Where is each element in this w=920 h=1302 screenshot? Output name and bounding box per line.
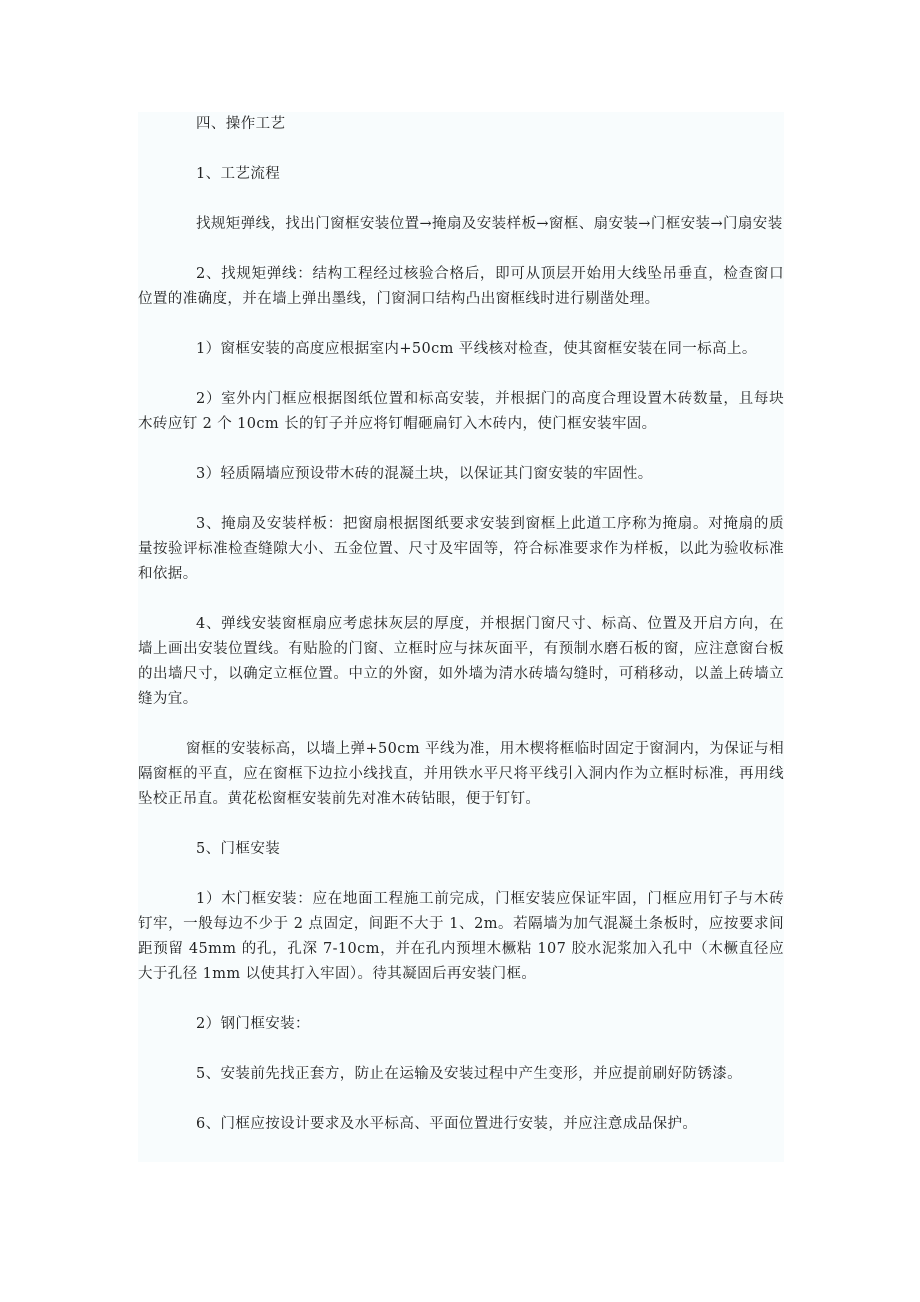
paragraph: 2、找规矩弹线：结构工程经过核验合格后，即可从顶层开始用大线坠吊垂直，检查窗口位置的准确度，并在墙上弹出墨线，门窗洞口结构凸出窗框线时进行剔凿处理。: [138, 266, 784, 307]
paragraph: 1）木门框安装：应在地面工程施工前完成，门框安装应保证牢固，门框应用钉子与木砖钉牢，一般每边不少于 2 点固定，间距不大于 1、2m。若隔墙为加气混凝土条板时，应按要求间距预留 45mm 的孔，孔深 7-10cm，并在孔内预埋木橛粘 107 胶水泥浆加入孔中（木橛直径应大于孔径 1mm 以使其打入牢固）。待其凝固后再安装门框。: [138, 891, 784, 982]
subsection-heading: 1、工艺流程: [196, 166, 281, 182]
paragraph: 2）钢门框安装：: [196, 1016, 310, 1032]
paragraph: 3）轻质隔墙应预设带木砖的混凝土块，以保证其门窗安装的牢固性。: [196, 466, 653, 482]
paragraph: 3、掩扇及安装样板：把窗扇根据图纸要求安装到窗框上此道工序称为掩扇。对掩扇的质量按验评标准检查缝隙大小、五金位置、尺寸及牢固等，符合标准要求作为样板，以此为验收标准和依据。: [138, 516, 784, 582]
paragraph: 窗框的安装标高，以墙上弹+50cm 平线为准，用木楔将框临时固定于窗洞内，为保证与相隔窗框的平直，应在窗框下边拉小线找直，并用铁水平尺将平线引入洞内作为立框时标准，再用线坠校正吊直。黄花松窗框安装前先对准木砖钻眼，便于钉钉。: [138, 741, 784, 807]
section-heading: 四、操作工艺: [196, 116, 286, 132]
paragraph: 6、门框应按设计要求及水平标高、平面位置进行安装，并应注意成品保护。: [196, 1116, 698, 1132]
paragraph: 找规矩弹线，找出门窗框安装位置→掩扇及安装样板→窗框、扇安装→门框安装→门扇安装: [196, 216, 783, 232]
document-body: [138, 112, 784, 1137]
subsection-heading: 5、门框安装: [196, 841, 281, 857]
paragraph: 1）窗框安装的高度应根据室内+50cm 平线核对检查，使其窗框安装在同一标高上。: [196, 341, 757, 357]
paragraph: 2）室外内门框应根据图纸位置和标高安装，并根据门的高度合理设置木砖数量，且每块木砖应钉 2 个 10cm 长的钉子并应将钉帽砸扁钉入木砖内，使门框安装牢固。: [138, 391, 784, 432]
paragraph: 5、安装前先找正套方，防止在运输及安装过程中产生变形，并应提前刷好防锈漆。: [196, 1066, 743, 1082]
paragraph: 4、弹线安装窗框扇应考虑抹灰层的厚度，并根据门窗尺寸、标高、位置及开启方向，在墙上画出安装位置线。有贴脸的门窗、立框时应与抹灰面平，有预制水磨石板的窗，应注意窗台板的出墙尺寸，以确定立框位置。中立的外窗，如外墙为清水砖墙勾缝时，可稍移动，以盖上砖墙立缝为宜。: [138, 616, 784, 707]
